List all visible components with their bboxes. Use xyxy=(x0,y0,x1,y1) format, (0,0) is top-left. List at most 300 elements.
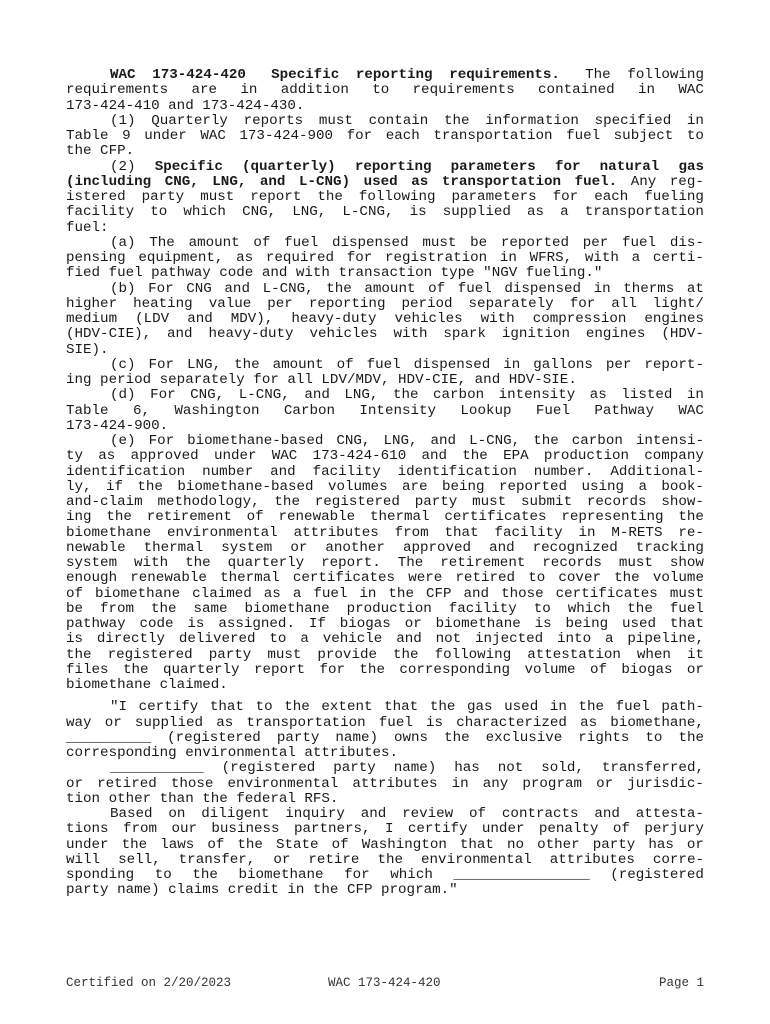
word: a xyxy=(560,204,569,221)
word: review xyxy=(402,806,454,822)
word: parameters xyxy=(451,189,537,205)
word: fuel xyxy=(313,585,348,602)
word: the xyxy=(137,478,163,495)
word: renewable xyxy=(278,509,356,526)
word: reporting xyxy=(355,67,433,83)
word: to xyxy=(255,699,273,716)
word: to xyxy=(269,631,287,648)
word: delivered xyxy=(178,631,256,648)
word: fuel: xyxy=(66,219,109,236)
text-line xyxy=(66,266,704,281)
word: book- xyxy=(661,478,704,495)
word: or xyxy=(404,616,422,632)
word: dispensed xyxy=(331,234,409,251)
word: and xyxy=(489,539,515,556)
page-number: Page 1 xyxy=(658,976,704,990)
word: ty xyxy=(66,448,84,465)
word: certificates xyxy=(555,585,658,602)
word: diligent xyxy=(201,806,270,822)
word: are xyxy=(402,478,428,495)
word: into xyxy=(557,631,592,648)
word: of xyxy=(253,234,271,251)
word: (HDV-CIE), xyxy=(66,326,152,343)
word: the xyxy=(388,585,414,602)
word: to xyxy=(645,729,663,746)
text-line xyxy=(66,160,704,175)
word: addition xyxy=(280,82,349,99)
word: the xyxy=(234,356,260,373)
word: name) xyxy=(393,760,437,777)
word: approved xyxy=(130,448,199,465)
word: reporting xyxy=(308,295,386,312)
word: The xyxy=(397,555,424,571)
word: the xyxy=(678,509,704,526)
word: that xyxy=(459,836,494,853)
text-line xyxy=(66,838,704,853)
word: party xyxy=(592,836,636,853)
word: fuel xyxy=(284,234,319,251)
word: amount xyxy=(272,356,324,373)
word: that xyxy=(209,699,244,716)
word: 9 xyxy=(122,128,131,144)
word: from xyxy=(394,524,429,541)
word: report xyxy=(253,661,306,678)
word: tion other than the federal RFS. xyxy=(66,790,339,807)
word: and xyxy=(421,448,448,465)
word: party xyxy=(333,760,376,777)
word: on xyxy=(168,806,186,822)
word: to xyxy=(533,600,551,617)
word: WAC xyxy=(110,67,136,83)
word: of xyxy=(331,836,349,853)
word: in xyxy=(503,356,521,373)
word: under xyxy=(213,448,257,465)
text-line xyxy=(66,419,704,434)
word: using xyxy=(581,478,625,495)
word: directly xyxy=(96,631,166,648)
word: fuel xyxy=(669,600,704,617)
word: the xyxy=(185,555,211,571)
text-line xyxy=(66,465,704,480)
word: LNG, xyxy=(344,387,379,404)
word: corresponding xyxy=(399,661,511,678)
word: L-CNG, xyxy=(262,280,314,297)
word: the xyxy=(614,570,640,587)
word: volume xyxy=(524,661,576,678)
word: and xyxy=(270,463,296,480)
word: requirements. xyxy=(449,67,560,83)
word: attestation xyxy=(527,646,621,663)
text-line xyxy=(66,761,704,776)
word: in xyxy=(578,524,596,541)
word: 173-424-900. xyxy=(66,417,169,434)
word: it xyxy=(686,646,704,663)
word: from xyxy=(122,821,158,838)
word: for xyxy=(346,128,373,144)
word: rights xyxy=(578,729,630,746)
text-line xyxy=(66,282,704,297)
word: ignition xyxy=(501,326,570,343)
text-line xyxy=(66,312,704,327)
word: per xyxy=(582,234,609,251)
word: a xyxy=(604,631,614,648)
word: tracking xyxy=(635,539,704,556)
word: fuel xyxy=(457,280,492,297)
word: intensity xyxy=(498,387,576,404)
word: transportation xyxy=(433,128,553,144)
word: used xyxy=(621,616,657,632)
text-line xyxy=(66,236,704,251)
word: facility xyxy=(66,204,135,221)
word: is xyxy=(187,616,205,632)
word: natural xyxy=(599,158,660,175)
text-line xyxy=(66,449,704,464)
word: following xyxy=(627,67,704,83)
word: therms xyxy=(623,280,675,297)
word: will xyxy=(66,851,101,868)
word: amount xyxy=(364,280,416,297)
word: (2) xyxy=(110,158,136,175)
word: a xyxy=(300,631,309,648)
word: provide xyxy=(317,646,377,663)
word: (LDV xyxy=(135,311,170,327)
word: were xyxy=(408,570,443,587)
word: engines xyxy=(644,311,704,327)
word: Specific xyxy=(262,67,340,83)
word: the xyxy=(284,699,310,716)
word: enough xyxy=(66,570,118,587)
word: production xyxy=(543,448,629,465)
word: has xyxy=(454,760,480,777)
word: the xyxy=(326,280,352,297)
word: the xyxy=(106,509,132,526)
word: not xyxy=(435,631,462,648)
word: for xyxy=(344,867,370,883)
word: If xyxy=(308,616,326,632)
text-line xyxy=(66,632,704,647)
word: reg- xyxy=(669,173,704,190)
word: the xyxy=(444,729,470,746)
word: production xyxy=(346,600,432,617)
word: L-CNG) xyxy=(299,173,351,190)
word: characterized xyxy=(456,714,567,731)
word: retirement xyxy=(146,509,232,526)
word: WAC xyxy=(678,82,704,99)
word: party xyxy=(141,189,185,205)
word: vehicle xyxy=(322,631,383,648)
word: in xyxy=(451,775,469,792)
word: of xyxy=(336,356,354,373)
word: equipment, xyxy=(138,250,224,266)
word: value xyxy=(208,295,252,312)
word: must xyxy=(318,112,353,129)
word: (a) xyxy=(110,234,136,251)
word: the xyxy=(429,699,456,716)
word: as xyxy=(236,250,254,266)
word: assigned. xyxy=(218,616,295,632)
word: the xyxy=(151,600,177,617)
word: retire xyxy=(308,851,360,868)
word: biomethane, xyxy=(610,714,704,731)
word: a xyxy=(292,585,302,602)
word: report xyxy=(250,189,302,205)
word: be xyxy=(470,234,488,251)
word: of xyxy=(589,661,607,678)
word: light/ xyxy=(652,295,704,312)
word: ing period separately for all LDV/MDV, HDV-CIE, and HDV-SIE. xyxy=(66,372,577,388)
word: that xyxy=(384,699,419,716)
word: show- xyxy=(661,494,704,510)
word: records xyxy=(542,555,602,571)
word: jurisdic- xyxy=(627,775,704,792)
word: or xyxy=(66,775,84,792)
word: For xyxy=(150,387,176,404)
word: system xyxy=(221,539,273,556)
word: biogas xyxy=(339,616,391,632)
word: the xyxy=(377,851,404,868)
word: heavy-duty xyxy=(208,326,294,343)
word: reporting xyxy=(354,158,432,175)
word: party xyxy=(414,494,458,510)
word: gas xyxy=(466,699,493,716)
word: number. xyxy=(533,463,594,480)
word: WAC xyxy=(271,448,298,465)
word: or xyxy=(290,539,308,556)
word: the xyxy=(237,836,263,853)
text-line xyxy=(66,648,704,663)
word: identification xyxy=(397,463,517,480)
word: as xyxy=(263,585,281,602)
word: compression xyxy=(532,311,627,327)
word: Based xyxy=(110,806,153,822)
word: thermal xyxy=(143,539,204,556)
word: fuel xyxy=(622,234,657,251)
word: party xyxy=(276,729,320,746)
word: vehicles xyxy=(309,326,378,343)
word: carbon xyxy=(433,387,485,404)
word: each xyxy=(385,128,420,144)
word: biomethane-based xyxy=(187,433,324,449)
word: Any xyxy=(630,173,657,190)
word: environmental xyxy=(167,524,278,541)
word: contracts xyxy=(501,806,579,822)
word: tions xyxy=(66,821,109,838)
word: for xyxy=(569,295,596,312)
word: CFP xyxy=(425,585,452,602)
word: under xyxy=(481,821,525,838)
word: 6, xyxy=(132,402,150,419)
word: 173-424-420 xyxy=(152,67,246,83)
text-line xyxy=(66,99,704,114)
footer-section-reference: WAC 173-424-420 xyxy=(328,976,441,990)
word: retirement xyxy=(440,555,526,571)
word: Specific xyxy=(154,158,223,175)
word: company xyxy=(644,448,704,465)
word: transportation xyxy=(246,714,366,731)
word: must xyxy=(200,189,235,205)
text-line xyxy=(66,556,704,571)
word: and xyxy=(463,585,490,602)
word: all xyxy=(611,295,637,312)
word: fuel xyxy=(378,714,413,731)
word: claimed xyxy=(192,585,252,602)
word: retired xyxy=(455,570,516,587)
document-body xyxy=(66,68,704,899)
word: code xyxy=(139,616,174,632)
word: LNG, xyxy=(383,433,418,449)
text-line xyxy=(66,587,704,602)
word: laws xyxy=(160,836,195,853)
word: and xyxy=(304,387,330,404)
word: the xyxy=(627,600,653,617)
word: identification xyxy=(66,463,186,480)
text-line xyxy=(66,83,704,98)
word: Table xyxy=(66,128,109,144)
word: the xyxy=(533,433,559,449)
word: per xyxy=(267,295,293,312)
word: of xyxy=(246,509,264,526)
word: that xyxy=(444,524,479,541)
text-line xyxy=(66,175,704,190)
word: the xyxy=(122,661,149,678)
word: requirements xyxy=(412,82,515,99)
word: contain xyxy=(368,112,429,129)
word: or xyxy=(273,851,291,868)
text-line xyxy=(66,404,704,419)
word: (registered xyxy=(221,760,316,777)
word: at xyxy=(686,280,704,297)
word: (d) xyxy=(110,387,136,404)
word: ________________ xyxy=(453,867,590,883)
word: 173-424-900 xyxy=(239,128,334,144)
word: "I xyxy=(110,699,128,716)
word: corre- xyxy=(652,851,704,868)
text-line xyxy=(66,129,704,144)
text-line xyxy=(66,883,704,898)
word: 173-424-610 xyxy=(312,448,407,465)
word: facility xyxy=(448,600,517,617)
word: and xyxy=(430,433,457,449)
text-line xyxy=(66,114,704,129)
word: WFRS, xyxy=(529,250,573,266)
word: engines xyxy=(585,326,646,343)
word: and xyxy=(360,806,387,822)
word: subject xyxy=(613,128,674,144)
word: report- xyxy=(644,356,704,373)
word: records xyxy=(586,494,647,510)
word: perjury xyxy=(644,821,704,838)
word: in xyxy=(686,387,704,404)
word: L-CNG, xyxy=(342,204,394,221)
word: thermal xyxy=(220,570,280,587)
text-line xyxy=(66,571,704,586)
word: For xyxy=(148,280,174,297)
word: LNG, xyxy=(187,356,222,373)
word: and xyxy=(187,311,213,327)
text-line xyxy=(66,297,704,312)
word: of xyxy=(612,821,630,838)
word: pensing xyxy=(66,250,126,266)
text-line xyxy=(66,663,704,678)
word: Additional- xyxy=(610,463,704,480)
word: spark xyxy=(443,326,486,343)
word: L-CNG, xyxy=(469,433,521,449)
word: gas xyxy=(678,158,704,175)
word: biomethane xyxy=(95,585,181,602)
word: CNG, xyxy=(336,433,371,449)
word: fuel xyxy=(566,128,601,144)
word: For xyxy=(148,433,175,449)
word: which xyxy=(390,867,433,883)
text-line xyxy=(66,251,704,266)
word: contained xyxy=(538,82,615,99)
word: following xyxy=(358,189,436,205)
word: L-CNG, xyxy=(238,387,290,404)
word: amount xyxy=(188,234,240,251)
word: being xyxy=(441,478,485,495)
word: fuel xyxy=(366,356,401,373)
word: carbon xyxy=(571,433,623,449)
word: sold, xyxy=(541,760,584,777)
word: period xyxy=(401,295,453,312)
word: for xyxy=(554,158,581,175)
word: path- xyxy=(661,699,704,716)
word: volumes xyxy=(327,478,388,495)
word: reported xyxy=(498,478,568,495)
word: must xyxy=(618,555,653,571)
word: attesta- xyxy=(635,806,704,822)
word: cover xyxy=(558,570,601,587)
word: program xyxy=(522,775,582,792)
certified-date: Certified on 2/20/2023 xyxy=(66,976,232,990)
word: under xyxy=(144,128,187,144)
word: must xyxy=(669,585,704,602)
word: of xyxy=(469,806,487,822)
word: SIE). xyxy=(66,341,109,358)
word: a xyxy=(638,478,647,495)
word: and xyxy=(167,326,193,343)
text-line xyxy=(66,434,704,449)
word: quarterly xyxy=(227,555,305,571)
word: separately xyxy=(468,295,554,312)
word: another xyxy=(325,539,385,556)
word: transportation xyxy=(441,173,562,190)
word: information xyxy=(485,112,579,129)
word: certify xyxy=(138,699,199,716)
word: dispensed xyxy=(504,280,581,297)
word: in xyxy=(686,112,704,129)
word: of xyxy=(207,836,225,853)
text-line xyxy=(66,373,704,388)
word: transfer, xyxy=(178,851,256,868)
text-line xyxy=(66,205,704,220)
word: biomethane xyxy=(435,616,521,632)
word: business xyxy=(211,821,280,838)
word: those xyxy=(501,585,544,602)
word: facility xyxy=(494,524,563,541)
word: in xyxy=(359,585,377,602)
word: is xyxy=(409,204,427,221)
word: as xyxy=(526,204,545,221)
word: ly, xyxy=(66,478,92,495)
word: certificates xyxy=(444,509,547,526)
word: M-RETS xyxy=(611,524,663,541)
word: specified xyxy=(594,112,672,129)
word: CNG, xyxy=(164,173,199,190)
word: fueling xyxy=(644,189,704,205)
word: pipeline, xyxy=(627,631,704,648)
word: WAC xyxy=(678,402,704,419)
